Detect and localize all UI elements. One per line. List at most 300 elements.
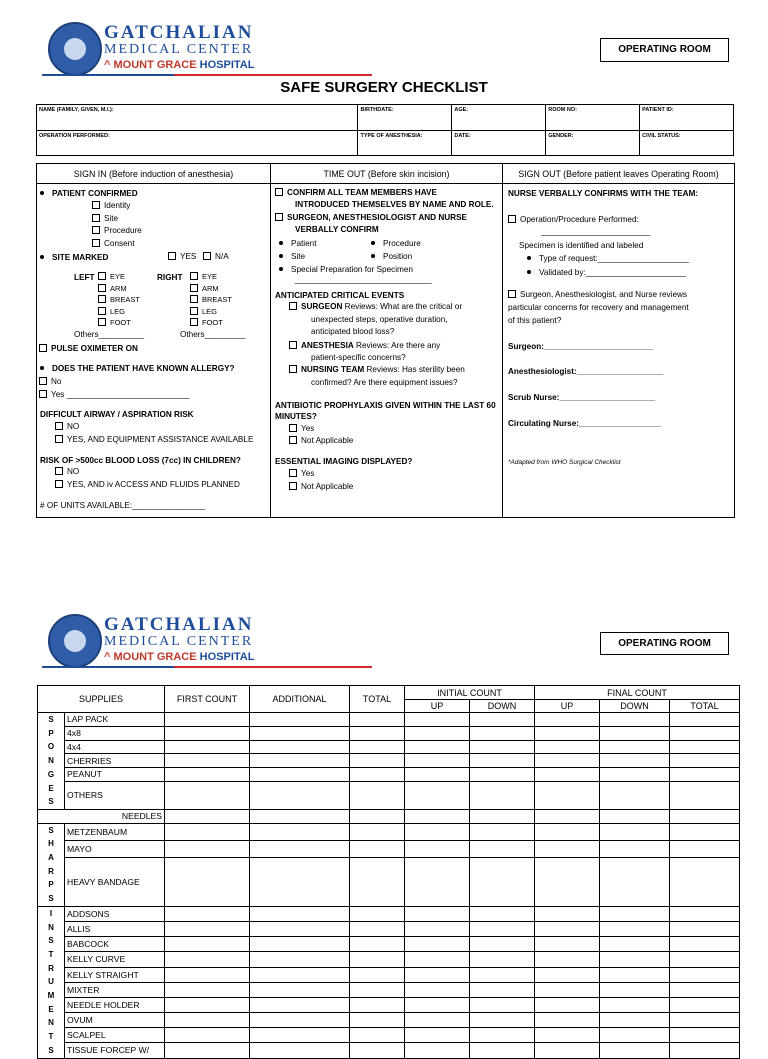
count-cell[interactable] <box>165 781 250 809</box>
count-cell[interactable] <box>670 781 740 809</box>
count-cell[interactable] <box>350 952 405 967</box>
count-cell[interactable] <box>470 922 535 937</box>
needles-label: NEEDLES <box>38 809 165 823</box>
right-arm-checkbox[interactable] <box>190 284 198 292</box>
patient-confirmed-label: PATIENT CONFIRMED <box>52 189 138 198</box>
brand-name: GATCHALIAN <box>104 614 254 635</box>
department-box: OPERATING ROOM <box>600 38 729 62</box>
table-row <box>38 937 740 952</box>
units-available-field[interactable]: # OF UNITS AVAILABLE:________________ <box>40 501 205 510</box>
hospital-logo <box>42 22 372 84</box>
count-cell[interactable] <box>250 823 350 840</box>
count-cell[interactable] <box>535 781 600 809</box>
procedure-checkbox[interactable] <box>92 226 100 234</box>
count-cell[interactable] <box>600 726 670 740</box>
count-cell[interactable] <box>165 768 250 782</box>
count-cell[interactable] <box>165 1043 250 1058</box>
supply-item: OVUM <box>65 1013 165 1028</box>
table-row <box>38 858 740 906</box>
count-cell[interactable] <box>535 922 600 937</box>
count-cell[interactable] <box>600 809 670 823</box>
consent-label: Consent <box>104 239 135 248</box>
verbal-confirm-label: SURGEON, ANESTHESIOLOGIST AND NURSE <box>287 213 467 222</box>
antibiotic-label: ANTIBIOTIC PROPHYLAXIS GIVEN WITHIN THE LAST 60 <box>275 401 496 410</box>
count-cell[interactable] <box>470 726 535 740</box>
count-cell[interactable] <box>600 967 670 982</box>
count-cell[interactable] <box>405 982 470 997</box>
sharps-group-label <box>38 823 65 906</box>
operation-performed-field[interactable]: ________________________ <box>541 227 651 236</box>
count-cell[interactable] <box>250 1043 350 1058</box>
count-cell[interactable] <box>535 1028 600 1043</box>
group-letter: E <box>48 1004 54 1014</box>
leg-label: LEG <box>202 307 218 316</box>
bullet-icon <box>40 191 44 195</box>
count-cell[interactable] <box>405 1028 470 1043</box>
anesthesia-reviews-text: Reviews: Are there any <box>353 341 441 350</box>
count-cell[interactable] <box>600 823 670 840</box>
count-cell[interactable] <box>600 740 670 754</box>
left-eye-checkbox[interactable] <box>98 272 106 280</box>
count-cell[interactable] <box>165 997 250 1012</box>
sign-out-header: SIGN OUT (Before patient leaves Operating Room) <box>503 164 734 184</box>
count-cell[interactable] <box>670 858 740 906</box>
supply-item: CHERRIES <box>65 754 165 768</box>
count-cell[interactable] <box>350 982 405 997</box>
left-leg-checkbox[interactable] <box>98 307 106 315</box>
count-cell[interactable] <box>600 768 670 782</box>
count-cell[interactable] <box>670 809 740 823</box>
identity-checkbox[interactable] <box>92 201 100 209</box>
count-cell[interactable] <box>405 726 470 740</box>
anesthesia-field[interactable]: TYPE OF ANESTHESIA: <box>358 130 452 156</box>
count-cell[interactable] <box>165 809 250 823</box>
count-cell[interactable] <box>165 858 250 906</box>
airway-no-checkbox[interactable] <box>55 422 63 430</box>
count-cell[interactable] <box>350 781 405 809</box>
count-cell[interactable] <box>165 922 250 937</box>
count-cell[interactable] <box>250 1013 350 1028</box>
count-cell[interactable] <box>470 1028 535 1043</box>
count-cell[interactable] <box>535 823 600 840</box>
count-cell[interactable] <box>670 726 740 740</box>
table-row <box>38 781 740 809</box>
group-letter: S <box>48 825 54 835</box>
count-cell[interactable] <box>600 937 670 952</box>
count-cell[interactable] <box>165 740 250 754</box>
count-cell[interactable] <box>405 768 470 782</box>
operation-performed-label: Operation/Procedure Performed: <box>520 215 639 224</box>
count-cell[interactable] <box>535 982 600 997</box>
left-foot-checkbox[interactable] <box>98 318 106 326</box>
count-cell[interactable] <box>670 967 740 982</box>
count-cell[interactable] <box>670 841 740 858</box>
count-table <box>37 685 740 1059</box>
gender-field[interactable]: GENDER: <box>546 130 640 156</box>
age-field[interactable]: AGE: <box>452 105 546 131</box>
count-cell[interactable] <box>405 967 470 982</box>
site-marked-na-checkbox[interactable] <box>203 252 211 260</box>
scrub-nurse-signature-field[interactable] <box>508 393 655 402</box>
supply-item: TISSUE FORCEP W/ <box>65 1043 165 1058</box>
left-breast-checkbox[interactable] <box>98 295 106 303</box>
count-cell[interactable] <box>535 906 600 921</box>
count-cell[interactable] <box>350 768 405 782</box>
count-cell[interactable] <box>350 997 405 1012</box>
count-cell[interactable] <box>600 754 670 768</box>
count-cell[interactable] <box>535 937 600 952</box>
count-cell[interactable] <box>670 713 740 727</box>
count-cell[interactable] <box>535 754 600 768</box>
count-cell[interactable] <box>405 952 470 967</box>
count-cell[interactable] <box>670 823 740 840</box>
count-cell[interactable] <box>470 997 535 1012</box>
brand-subtitle: MEDICAL CENTER <box>104 634 254 649</box>
left-others-field[interactable]: Others__________ <box>74 330 145 339</box>
imaging-yes-checkbox[interactable] <box>289 469 297 477</box>
antibiotic-yes-checkbox[interactable] <box>289 424 297 432</box>
operation-performed-checkbox[interactable] <box>508 215 516 223</box>
right-eye-checkbox[interactable] <box>190 272 198 280</box>
antibiotic-na-checkbox[interactable] <box>289 436 297 444</box>
count-cell[interactable] <box>250 754 350 768</box>
supply-item: LAP PACK <box>65 713 165 727</box>
count-cell[interactable] <box>405 937 470 952</box>
count-cell[interactable] <box>670 906 740 921</box>
count-cell[interactable] <box>250 937 350 952</box>
count-cell[interactable] <box>470 754 535 768</box>
civil-status-field[interactable]: CIVIL STATUS: <box>640 130 734 156</box>
count-cell[interactable] <box>250 781 350 809</box>
allergy-no-checkbox[interactable] <box>39 377 47 385</box>
group-letter: P <box>48 880 54 890</box>
group-letter: H <box>48 839 54 849</box>
arm-label: ARM <box>202 284 219 293</box>
count-cell[interactable] <box>405 754 470 768</box>
count-cell[interactable] <box>250 922 350 937</box>
nursing-reviews-text: Reviews: Has sterility been <box>364 365 465 374</box>
site-marked-label: SITE MARKED <box>52 253 109 262</box>
arm-label: ARM <box>110 284 127 293</box>
supply-item: KELLY CURVE <box>65 952 165 967</box>
supply-item: NEEDLE HOLDER <box>65 997 165 1012</box>
bullet-icon <box>371 254 375 258</box>
count-cell[interactable] <box>405 922 470 937</box>
anesthesia-reviews-checkbox[interactable] <box>289 341 297 349</box>
count-cell[interactable] <box>250 809 350 823</box>
count-cell[interactable] <box>405 713 470 727</box>
room-field[interactable]: ROOM NO: <box>546 105 640 131</box>
count-cell[interactable] <box>350 841 405 858</box>
count-cell[interactable] <box>350 858 405 906</box>
count-cell[interactable] <box>165 906 250 921</box>
count-cell[interactable] <box>350 1043 405 1058</box>
count-cell[interactable] <box>165 823 250 840</box>
count-cell[interactable] <box>670 768 740 782</box>
count-cell[interactable] <box>350 1013 405 1028</box>
na-label: N/A <box>215 252 229 261</box>
count-cell[interactable] <box>535 997 600 1012</box>
na-label: Not Applicable <box>301 436 354 445</box>
group-letter: S <box>48 797 54 807</box>
count-cell[interactable] <box>670 1028 740 1043</box>
count-cell[interactable] <box>250 906 350 921</box>
count-cell[interactable] <box>165 713 250 727</box>
surgeon-reviews-text-3: anticipated blood loss? <box>311 327 395 336</box>
team-reviews-label-2: particular concerns for recovery and management <box>508 303 689 312</box>
table-row <box>38 1028 740 1043</box>
count-cell[interactable] <box>470 1043 535 1058</box>
time-out-header: TIME OUT (Before skin incision) <box>271 164 502 184</box>
bullet-icon <box>279 241 283 245</box>
special-prep-field[interactable]: ______________________________ <box>295 275 432 284</box>
site-marked-yes-checkbox[interactable] <box>168 252 176 260</box>
anesthesiologist-signature-field[interactable] <box>508 367 663 376</box>
count-cell[interactable] <box>250 841 350 858</box>
right-breast-checkbox[interactable] <box>190 295 198 303</box>
count-cell[interactable] <box>165 1013 250 1028</box>
count-cell[interactable] <box>600 1013 670 1028</box>
count-cell[interactable] <box>670 982 740 997</box>
count-cell[interactable] <box>535 952 600 967</box>
count-cell[interactable] <box>250 997 350 1012</box>
count-cell[interactable] <box>250 858 350 906</box>
supply-item: PEANUT <box>65 768 165 782</box>
surgeon-reviews-checkbox[interactable] <box>289 302 297 310</box>
position-label: Position <box>383 252 413 261</box>
patient-info-table <box>36 104 734 156</box>
patient-id-field[interactable]: PATIENT ID: <box>640 105 734 131</box>
count-cell[interactable] <box>470 740 535 754</box>
final-count-header: FINAL COUNT <box>535 686 740 700</box>
additional-header: ADDITIONAL <box>250 686 350 713</box>
count-cell[interactable] <box>600 922 670 937</box>
right-others-field[interactable]: Others_________ <box>180 330 246 339</box>
airway-yes-checkbox[interactable] <box>55 435 63 443</box>
count-cell[interactable] <box>600 858 670 906</box>
count-cell[interactable] <box>535 858 600 906</box>
site-checkbox[interactable] <box>92 214 100 222</box>
type-request-field[interactable]: Type of request:____________________ <box>539 254 689 263</box>
count-cell[interactable] <box>250 967 350 982</box>
table-row <box>38 1013 740 1028</box>
count-cell[interactable] <box>470 937 535 952</box>
adapted-note: *Adapted from WHO Surgical Checklist <box>508 459 621 466</box>
supply-item: 4x8 <box>65 726 165 740</box>
count-cell[interactable] <box>470 982 535 997</box>
count-cell[interactable] <box>350 726 405 740</box>
right-foot-checkbox[interactable] <box>190 318 198 326</box>
group-letter: R <box>48 963 54 973</box>
count-cell[interactable] <box>600 713 670 727</box>
count-cell[interactable] <box>535 967 600 982</box>
count-cell[interactable] <box>405 997 470 1012</box>
count-cell[interactable] <box>350 922 405 937</box>
birthdate-field[interactable]: BIRTHDATE: <box>358 105 452 131</box>
count-cell[interactable] <box>535 740 600 754</box>
count-cell[interactable] <box>535 1043 600 1058</box>
count-cell[interactable] <box>600 781 670 809</box>
count-cell[interactable] <box>350 967 405 982</box>
count-cell[interactable] <box>470 768 535 782</box>
anesthesia-reviews-text-2: patient-specific concerns? <box>311 353 406 362</box>
count-cell[interactable] <box>670 754 740 768</box>
count-cell[interactable] <box>535 841 600 858</box>
nursing-reviews-checkbox[interactable] <box>289 365 297 373</box>
leg-label: LEG <box>110 307 126 316</box>
no-label: NO <box>67 467 80 476</box>
count-cell[interactable] <box>470 952 535 967</box>
count-cell[interactable] <box>405 841 470 858</box>
count-cell[interactable] <box>250 1028 350 1043</box>
count-cell[interactable] <box>470 967 535 982</box>
count-cell[interactable] <box>600 1043 670 1058</box>
count-cell[interactable] <box>600 982 670 997</box>
count-cell[interactable] <box>470 1013 535 1028</box>
group-letter: N <box>48 756 54 766</box>
date-field[interactable]: DATE: <box>452 130 546 156</box>
count-cell[interactable] <box>600 1028 670 1043</box>
count-cell[interactable] <box>165 841 250 858</box>
count-cell[interactable] <box>670 997 740 1012</box>
count-cell[interactable] <box>165 982 250 997</box>
count-cell[interactable] <box>350 809 405 823</box>
count-cell[interactable] <box>250 768 350 782</box>
count-cell[interactable] <box>535 726 600 740</box>
confirm-label-2: INTRODUCED THEMSELVES BY NAME AND ROLE. <box>295 200 494 209</box>
count-cell[interactable] <box>470 781 535 809</box>
allergy-label: DOES THE PATIENT HAVE KNOWN ALLERGY? <box>52 364 235 373</box>
count-cell[interactable] <box>165 967 250 982</box>
anticipated-events-label: ANTICIPATED CRITICAL EVENTS <box>275 291 405 300</box>
count-cell[interactable] <box>670 740 740 754</box>
consent-checkbox[interactable] <box>92 239 100 247</box>
count-cell[interactable] <box>535 713 600 727</box>
brand-name: GATCHALIAN <box>104 22 254 43</box>
count-cell[interactable] <box>165 754 250 768</box>
count-cell[interactable] <box>600 952 670 967</box>
count-cell[interactable] <box>470 809 535 823</box>
count-cell[interactable] <box>165 952 250 967</box>
count-cell[interactable] <box>405 740 470 754</box>
left-arm-checkbox[interactable] <box>98 284 106 292</box>
procedure-label: Procedure <box>104 226 142 235</box>
count-cell[interactable] <box>470 841 535 858</box>
count-cell[interactable] <box>165 726 250 740</box>
count-cell[interactable] <box>535 1013 600 1028</box>
supply-item: ADDSONS <box>65 906 165 921</box>
no-label: NO <box>67 422 80 431</box>
hospital-seal-icon <box>48 22 102 76</box>
blood-yes-checkbox[interactable] <box>55 480 63 488</box>
time-out-column <box>271 164 503 517</box>
group-letter: P <box>48 728 54 738</box>
count-cell[interactable] <box>405 781 470 809</box>
count-cell[interactable] <box>405 809 470 823</box>
count-cell[interactable] <box>405 1013 470 1028</box>
group-letter: A <box>48 853 54 863</box>
count-cell[interactable] <box>350 740 405 754</box>
validated-by-field[interactable]: Validated by:______________________ <box>539 268 686 277</box>
allergy-yes-checkbox[interactable] <box>39 390 47 398</box>
group-letter: G <box>47 769 55 779</box>
eye-label: EYE <box>202 272 218 281</box>
surgeon-signature-field[interactable] <box>508 342 653 351</box>
count-cell[interactable] <box>405 858 470 906</box>
group-letter: T <box>48 949 54 959</box>
count-cell[interactable] <box>250 740 350 754</box>
count-cell[interactable] <box>350 1028 405 1043</box>
count-cell[interactable] <box>250 982 350 997</box>
identity-label: Identity <box>104 201 131 210</box>
blood-no-checkbox[interactable] <box>55 467 63 475</box>
count-cell[interactable] <box>350 823 405 840</box>
count-cell[interactable] <box>470 823 535 840</box>
eye-label: EYE <box>110 272 126 281</box>
yes-label: YES <box>180 252 197 261</box>
circulating-nurse-signature-field[interactable] <box>508 419 661 428</box>
count-cell[interactable] <box>350 906 405 921</box>
count-cell[interactable] <box>670 922 740 937</box>
count-cell[interactable] <box>405 823 470 840</box>
name-field[interactable]: NAME (FAMILY, GIVEN, M.I.): <box>37 105 358 131</box>
count-cell[interactable] <box>405 1043 470 1058</box>
table-row <box>38 713 740 727</box>
count-cell[interactable] <box>600 841 670 858</box>
count-cell[interactable] <box>405 906 470 921</box>
count-cell[interactable] <box>535 768 600 782</box>
initial-down-header: DOWN <box>470 700 535 713</box>
count-cell[interactable] <box>165 937 250 952</box>
count-cell[interactable] <box>250 726 350 740</box>
team-reviews-checkbox[interactable] <box>508 290 516 298</box>
count-cell[interactable] <box>600 906 670 921</box>
count-cell[interactable] <box>670 1043 740 1058</box>
count-cell[interactable] <box>470 713 535 727</box>
count-cell[interactable] <box>350 937 405 952</box>
count-cell[interactable] <box>250 952 350 967</box>
count-cell[interactable] <box>470 906 535 921</box>
count-cell[interactable] <box>670 952 740 967</box>
final-total-header: TOTAL <box>670 700 740 713</box>
yes-label: YES, AND iv ACCESS AND FLUIDS PLANNED <box>67 480 240 489</box>
imaging-na-checkbox[interactable] <box>289 482 297 490</box>
count-cell[interactable] <box>670 1013 740 1028</box>
pulse-oximeter-label: PULSE OXIMETER ON <box>51 344 138 353</box>
group-letter: S <box>48 894 54 904</box>
confirm-members-checkbox[interactable] <box>275 188 283 196</box>
imaging-label: ESSENTIAL IMAGING DISPLAYED? <box>275 457 413 466</box>
nurse-confirms-label: NURSE VERBALLY CONFIRMS WITH THE TEAM: <box>508 189 699 198</box>
count-cell[interactable] <box>250 713 350 727</box>
yes-label: Yes <box>301 424 315 433</box>
count-cell[interactable] <box>350 713 405 727</box>
count-cell[interactable] <box>600 997 670 1012</box>
group-letter: O <box>47 742 55 752</box>
right-leg-checkbox[interactable] <box>190 307 198 315</box>
count-cell[interactable] <box>670 937 740 952</box>
group-letter: U <box>48 977 54 987</box>
count-cell[interactable] <box>350 754 405 768</box>
pulse-oximeter-checkbox[interactable] <box>39 344 47 352</box>
count-cell[interactable] <box>535 809 600 823</box>
operation-field[interactable]: OPERATION PERFORMED: <box>37 130 358 156</box>
count-cell[interactable] <box>470 858 535 906</box>
bullet-icon <box>279 267 283 271</box>
count-cell[interactable] <box>165 1028 250 1043</box>
verbal-confirm-checkbox[interactable] <box>275 213 283 221</box>
allergy-yes-field[interactable]: Yes ___________________________ <box>51 390 190 399</box>
